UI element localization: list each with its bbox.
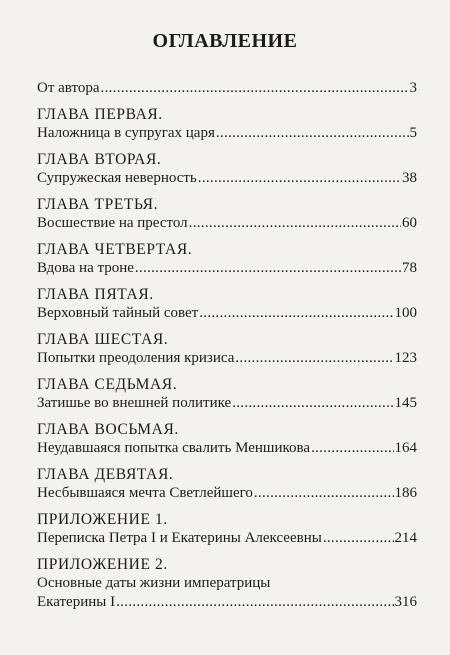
chapter-heading: ГЛАВА СЕДЬМАЯ.: [37, 376, 178, 393]
dot-leader: [116, 593, 393, 612]
toc-entry: [37, 330, 417, 368]
dot-leader: [216, 124, 409, 143]
dot-leader: [135, 259, 401, 278]
toc-entry: [37, 150, 417, 188]
chapter-title: Неудавшаяся попытка свалить Меншикова: [37, 440, 311, 456]
page-number: 164: [394, 440, 417, 456]
chapter-heading: ПРИЛОЖЕНИЕ 1.: [37, 511, 168, 528]
chapter-title: Верховный тайный совет: [37, 305, 199, 321]
dot-leader: [198, 169, 401, 188]
chapter-heading: ГЛАВА ТРЕТЬЯ.: [37, 196, 159, 213]
page-title: ОГЛАВЛЕНИЕ: [152, 30, 298, 52]
chapter-heading: ГЛАВА ВОСЬМАЯ.: [37, 421, 179, 438]
page-number: 100: [394, 305, 417, 321]
toc-line: [37, 169, 417, 188]
toc-entry: [37, 375, 417, 413]
page-number: 186: [394, 485, 417, 501]
page-number: 316: [394, 594, 417, 610]
dot-leader: [101, 79, 409, 98]
chapter-title: Екатерины I: [37, 594, 116, 610]
toc-entry: [37, 195, 417, 233]
toc-line: [37, 349, 417, 368]
table-of-contents: [37, 72, 417, 612]
dot-leader: [254, 484, 394, 503]
dot-leader: [323, 529, 394, 548]
toc-line: [37, 439, 417, 458]
chapter-title: От автора: [37, 80, 100, 96]
chapter-heading: ГЛАВА ВТОРАЯ.: [37, 151, 162, 168]
toc-entry: [37, 420, 417, 458]
toc-entry: [37, 510, 417, 548]
chapter-heading: ГЛАВА ЧЕТВЕРТАЯ.: [37, 241, 193, 258]
toc-line: [37, 79, 417, 98]
toc-line: [37, 484, 417, 503]
chapter-title: Восшествие на престол: [37, 215, 188, 231]
page-number: 5: [409, 125, 417, 141]
chapter-heading: ГЛАВА ПЯТАЯ.: [37, 286, 154, 303]
chapter-title-line: Основные даты жизни императрицы: [37, 575, 271, 591]
chapter-title: Вдова на троне: [37, 260, 134, 276]
chapter-heading: ГЛАВА ПЕРВАЯ.: [37, 106, 163, 123]
chapter-heading: ГЛАВА ДЕВЯТАЯ.: [37, 466, 174, 483]
page-number: 214: [394, 530, 417, 546]
toc-entry: [37, 285, 417, 323]
chapter-heading: ГЛАВА ШЕСТАЯ.: [37, 331, 169, 348]
page-number: 78: [402, 260, 417, 276]
dot-leader: [232, 394, 393, 413]
dot-leader: [311, 439, 393, 458]
chapter-heading: ПРИЛОЖЕНИЕ 2.: [37, 556, 168, 573]
toc-line: [37, 304, 417, 323]
page-number: 38: [402, 170, 417, 186]
toc-line: [37, 214, 417, 233]
toc-entry: [37, 555, 417, 612]
page-number: 3: [409, 80, 417, 96]
toc-line: [37, 124, 417, 143]
toc-entry: [37, 105, 417, 143]
toc-line: [37, 394, 417, 413]
page-number: 60: [402, 215, 417, 231]
chapter-title: Наложница в супругах царя: [37, 125, 215, 141]
chapter-title: Затишье во внешней политике: [37, 395, 232, 411]
toc-line: [37, 259, 417, 278]
dot-leader: [235, 349, 393, 368]
toc-entry: [37, 465, 417, 503]
dot-leader: [189, 214, 401, 233]
dot-leader: [199, 304, 393, 323]
chapter-title: Попытки преодоления кризиса: [37, 350, 235, 366]
page-number: 123: [394, 350, 417, 366]
toc-entry: [37, 240, 417, 278]
chapter-title: Переписка Петра I и Екатерины Алексеевны: [37, 530, 322, 546]
page-number: 145: [394, 395, 417, 411]
toc-line: [37, 593, 417, 612]
toc-line: [37, 529, 417, 548]
chapter-title: Несбывшаяся мечта Светлейшего: [37, 485, 253, 501]
chapter-title: Супружеская неверность: [37, 170, 197, 186]
toc-entry: [37, 79, 417, 98]
